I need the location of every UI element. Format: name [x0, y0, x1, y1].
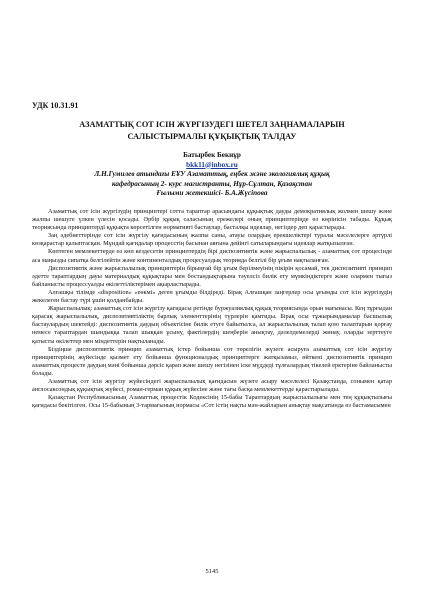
body-paragraph: Жарыспалылық: азаматтық сот ісін жүргізу қағидасы ретінде буржуазиялық құқық теориясында орын мағынасы. Кең тұрғыдан қарасақ жарыспалылық, диспозитивтіліктің барлық элементтерінің түрлерін қамтиды. Бірақ осы тұжырымдамалар басшылық бастаулардың шектейді: диспозитивтік даудың объектісіне билік етуге байытылса, ал жарыспалылық талап қою талаптарын қорғау немесе тараптардан шындыққа талап шыққан ұсыну, фактілердің шеңберін анықтау, дәлелдемелерді жинау, оларды зерттеуге қатысты өкілеттер мен міндеттерін нақтыланады.	[32, 305, 392, 345]
title-line: САЛЫСТЫРМАЛЫ ҚҰҚЫҚТЫҚ ТАЛДАУ	[127, 132, 297, 141]
body-paragraph: Біздіңше диспозитивтік принцип азаматтық істер бойынша сот төрелігін жүзеге асыруға азаматтық сот ісін жүргізу принциптерінің жүйесінде қызмет ету бойынша функционалдық принциптерге жатқызамыз, өйткені диспозитивтік принцип азаматтық процесте даудың мәні бойынша дәрсіс қарап және шешу негізінен іске мүддеді тұлғалардың тікелей ерктеріне байланысты болады.	[32, 345, 392, 377]
affiliation-line: Л.Н.Гумилев атындағы ЕҰУ Азаматтық, еңбек және экологиялық құқық	[94, 170, 330, 178]
author-name: Батырбек Бекнұр	[183, 151, 241, 159]
body-paragraph: Азаматтық сот ісін жүргізу жүйесіндегі жарыспалылық қағидасын жүзеге асыру мәселелесі Қазақстанда, сонымен қатар англосаксондық құқықтық жүйесі, роман-герман құқық жүйесіне және тағы басқа мемлекеттерде қарастырылады.	[32, 377, 392, 394]
body-paragraph: Азаматтық сот ісін жүргізудің принциптері сотта тараптар арасындағы құқықтық дауды демократиялық жолмен шешу және жалпы шешуге үлкен үлесін қосады. Әрбір құқық саласының ережелері оның принциптеріңде өз көрінісін табады. Құқық теориясында принциптерді құқықта көрсетілген нормативті бастаулар, басталқы идеялар, негіздер деп қарастырады.	[32, 208, 392, 232]
article-body	[32, 208, 392, 410]
affiliation-line: кафедрасының 2- курс магистранты, Нұр-Сұлтан, Қазақстан	[111, 179, 313, 188]
author-block	[40, 151, 384, 199]
body-paragraph: Көптеген мемлекеттерде өз көп кездесетін принциптердің бірі диспозитивтік және жарыспалылық - азаматтық сот процесінде аса маңызды сипатқа белгілейтін және континенталдық процесуалдық теорияда белгілі бір ұғым нақтыланған.	[32, 248, 392, 264]
supervisor-line: Ғылыми жетекшісі- Б.А.Жүсіпова	[156, 189, 268, 197]
body-paragraph: Қазақстан Республикасының Азаматтық процестік Кодексінің 15-бабы Тараптардың жарыспалылығы мен тең құқықтылығы қағидасы бекітілген. Осы 15-бабының 3-тармағының нормасы «Сот істің нақты мән-жайларын анықтау мақсатында өз бастамасымен	[32, 394, 392, 410]
body-paragraph: Заң әдебиеттерінде сот ісін жүргізу қағидасының жалпы саны, атауы олардың ерекшеліктері туралы мәселелерге әртүрлі көзқарастар қалыптасқан. Мұндай қағидалар процесстің басынан аяғына дейінгі сатыларындағы идеялар жатқызылған.	[32, 232, 392, 248]
body-paragraph: Алғашқы тілімде «disposition» «еөкмі» деген ұғымды білдіреді. Бірақ Алғашқан заңгерлер осы ұғымды сот ісін жүргізудің жекелеген бастау түрі ұшін қолданбайды.	[32, 288, 392, 305]
author-email-link[interactable]: bkk11@inbox.ru	[186, 160, 238, 169]
page-number: 5145	[205, 568, 219, 575]
article-title	[40, 119, 384, 143]
title-line: АЗАМАТТЫҚ СОТ ІСІН ЖҮРГІЗУДЕГІ ШЕТЕЛ ЗАҢНАМАЛАРЫН	[79, 120, 345, 129]
body-paragraph: Диспозитивтік және жарыспалылық принциптерін бірыңғай бір ұғым берілмеуінің пікірін қосамай, тек диспозитивті принцип әдетте тараптардың дауы материалдық құқықтары мен бостандықтарына тәуелсіз билік ету мүмкіндіктерге және олармен тығыз байланысты процессуалды өкілеттіліктерімен ақырластырады.	[32, 264, 392, 288]
udc-code: УДК 10.31.91	[32, 101, 79, 110]
